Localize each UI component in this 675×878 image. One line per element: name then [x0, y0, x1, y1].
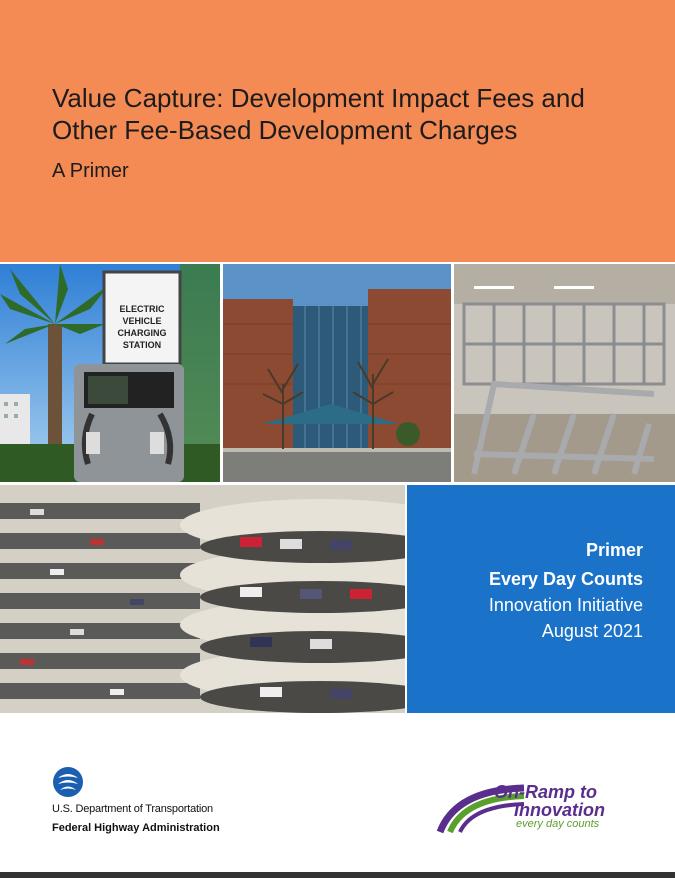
onramp-tagline: every day counts [516, 818, 600, 830]
ev-charging-station-photo [0, 264, 220, 482]
onramp-line2: Innovation [514, 800, 605, 820]
svg-text:ELECTRIC: ELECTRIC [119, 304, 165, 314]
info-primer: Primer [585, 540, 643, 560]
svg-text:VEHICLE: VEHICLE [122, 316, 162, 326]
usdot-logo-icon [52, 766, 84, 798]
info-initiative: Innovation Initiative [488, 595, 643, 615]
parking-garage-photo [0, 485, 405, 713]
onramp-logo [436, 780, 646, 836]
document-subtitle: A Primer [52, 160, 129, 182]
info-box [407, 485, 675, 713]
bottom-rule [0, 872, 675, 878]
document-title: Value Capture: Development Impact Fees and Other Fee-Based Development Charges [52, 83, 585, 145]
info-program: Every Day Counts [488, 569, 643, 589]
svg-text:STATION: STATION [122, 340, 162, 350]
brick-building-photo [223, 264, 451, 482]
info-date: August 2021 [541, 621, 643, 641]
bike-rack-garage-photo [454, 264, 675, 482]
svg-text:CHARGING: CHARGING [117, 328, 167, 338]
agency-name: Federal Highway Administration [52, 822, 220, 834]
title-banner [0, 0, 675, 262]
dept-name: U.S. Department of Transportation [52, 803, 213, 815]
onramp-line1: On-Ramp to [494, 782, 597, 802]
